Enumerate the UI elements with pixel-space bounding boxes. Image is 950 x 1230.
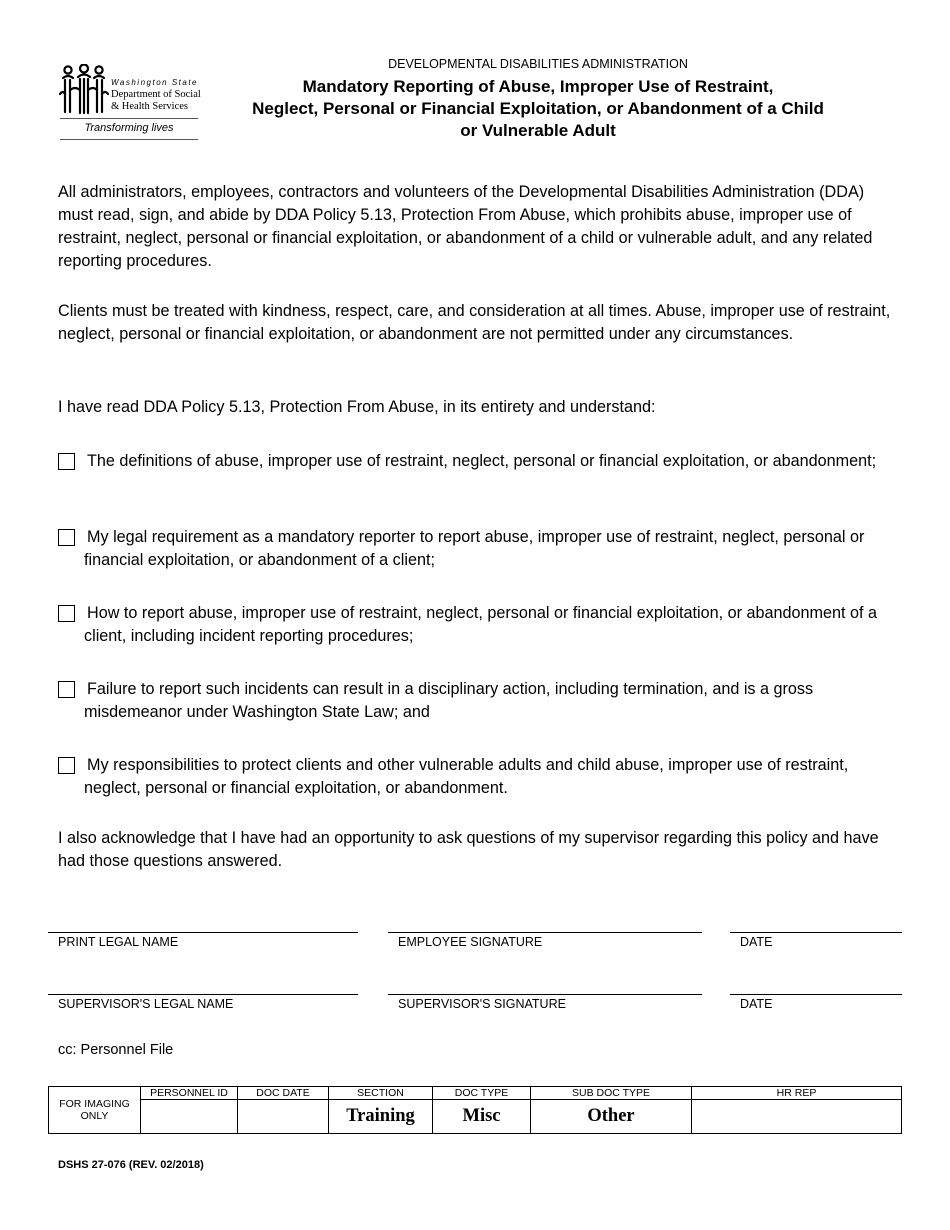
logo-state-text: Washington State [111,78,199,87]
checklist-item-text: My responsibilities to protect clients and other vulnerable adults and child abuse, improper use of restraint, neglect, personal or financial exploitation, or abandonment. [84,756,849,797]
hr-rep-header: HR REP [692,1087,902,1100]
acknowledge-checkbox[interactable] [58,529,75,546]
section-header: SECTION [329,1087,433,1100]
form-title: Mandatory Reporting of Abuse, Improper Use of Restraint, Neglect, Personal or Financial Exploitation, or Abandonment of a Child or Vulnerable Adult [252,77,824,140]
supervisor-signature-field[interactable] [388,994,702,995]
cc-line: cc: Personnel File [58,1042,174,1058]
logo-divider [60,118,198,119]
supervisor-legal-name-label: SUPERVISOR'S LEGAL NAME [58,997,234,1011]
imaging-table [48,1086,902,1134]
dshs-logo [58,62,200,142]
employee-date-field[interactable] [730,932,902,933]
employee-signature-field[interactable] [388,932,702,933]
personnel-id-cell[interactable] [141,1100,238,1134]
acknowledge-checkbox[interactable] [58,681,75,698]
checklist-item-text: How to report abuse, improper use of restraint, neglect, personal or financial exploitation, or abandonment of a client, including incident reporting procedures; [84,604,878,645]
client-treatment-paragraph: Clients must be treated with kindness, respect, care, and consideration at all times. Abuse, improper use of restraint, neglect, personal or financial exploitation, or abandonment are not permitted under any circumstances. [58,302,891,343]
supervisor-legal-name-field[interactable] [48,994,358,995]
logo-tagline: Transforming lives [84,122,174,134]
doc-date-cell[interactable] [238,1100,329,1134]
logo-department-text: Department of Social & Health Services [111,89,201,112]
acknowledge-checkbox[interactable] [58,605,75,622]
supervisor-date-label: DATE [740,997,773,1011]
hr-rep-cell[interactable] [692,1100,902,1134]
print-legal-name-label: PRINT LEGAL NAME [58,935,179,949]
print-legal-name-field[interactable] [48,932,358,933]
acknowledge-checkbox[interactable] [58,453,75,470]
dshs-people-icon [59,64,109,116]
checklist-item-text: My legal requirement as a mandatory reporter to report abuse, improper use of restraint, neglect, personal or financial exploitation, or abandonment of a client; [84,528,865,569]
policy-read-statement: I have read DDA Policy 5.13, Protection From Abuse, in its entirety and understand: [58,398,656,416]
administration-name: DEVELOPMENTAL DISABILITIES ADMINISTRATION [388,57,688,71]
imaging-row-label: FOR IMAGING ONLY [49,1087,141,1134]
supervisor-date-field[interactable] [730,994,902,995]
logo-divider [60,139,198,140]
personnel-id-header: PERSONNEL ID [141,1087,238,1100]
sub-doc-type-header: SUB DOC TYPE [531,1087,692,1100]
employee-signature-label: EMPLOYEE SIGNATURE [398,935,543,949]
sub-doc-type-value: Other [531,1100,692,1134]
supervisor-signature-label: SUPERVISOR'S SIGNATURE [398,997,566,1011]
doc-type-value: Misc [433,1100,531,1134]
form-number: DSHS 27-076 (REV. 02/2018) [58,1159,204,1171]
acknowledgement-paragraph: I also acknowledge that I have had an opportunity to ask questions of my supervisor regarding this policy and have had those questions answered. [58,829,879,870]
acknowledge-checkbox[interactable] [58,757,75,774]
checklist-item-text: Failure to report such incidents can result in a disciplinary action, including termination, and is a gross misdemeanor under Washington State Law; and [84,680,814,721]
employee-date-label: DATE [740,935,773,949]
intro-paragraph: All administrators, employees, contractors and volunteers of the Developmental Disabilities Administration (DDA) must read, sign, and abide by DDA Policy 5.13, Protection From Abuse, which prohibits abuse, improper use of restraint, neglect, personal or financial exploitation, or abandonment of a child or vulnerable adult, and any related reporting procedures. [58,183,873,270]
doc-type-header: DOC TYPE [433,1087,531,1100]
doc-date-header: DOC DATE [238,1087,329,1100]
checklist-item-text: The definitions of abuse, improper use of restraint, neglect, personal or financial exploitation, or abandonment; [87,452,877,470]
section-value: Training [329,1100,433,1134]
